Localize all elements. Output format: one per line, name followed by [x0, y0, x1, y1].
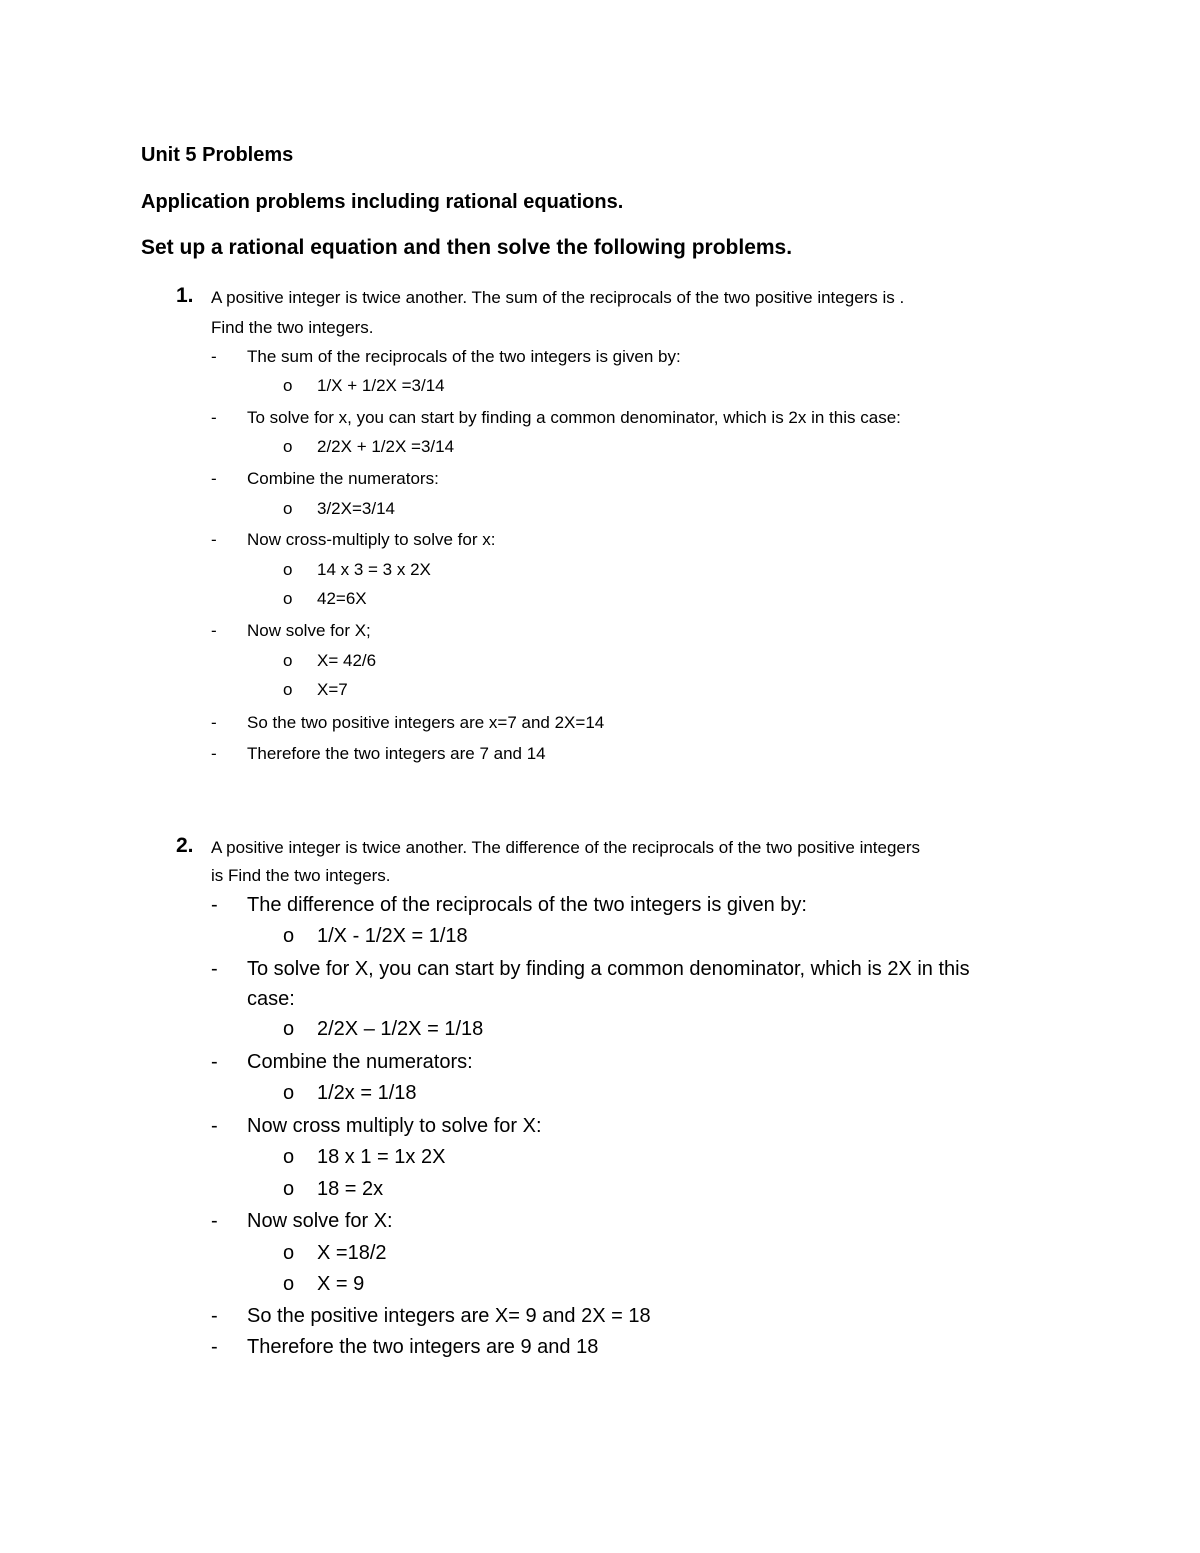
- dash-bullet: -: [211, 1210, 218, 1232]
- equation: 18 x 1 = 1x 2X: [317, 1146, 446, 1168]
- step-text: So the two positive integers are x=7 and 2X=14: [247, 713, 605, 732]
- dash-bullet: -: [211, 469, 217, 488]
- step-text: To solve for x, you can start by finding a common denominator, which is 2x in this case:: [247, 408, 901, 427]
- equation: 18 = 2x: [317, 1178, 384, 1200]
- page-subtitle: Application problems including rational equations.: [141, 191, 624, 213]
- circle-bullet: o: [283, 1018, 295, 1040]
- problem-statement-line1: A positive integer is twice another. The difference of the reciprocals of the two positive integers: [211, 838, 921, 857]
- circle-bullet: o: [283, 925, 295, 947]
- circle-bullet: o: [283, 560, 293, 579]
- step-text: Therefore the two integers are 7 and 14: [247, 744, 546, 763]
- circle-bullet: o: [283, 499, 293, 518]
- step-text: Therefore the two integers are 9 and 18: [247, 1336, 599, 1358]
- step-text: To solve for X, you can start by finding a common denominator, which is 2X in this: [247, 958, 970, 980]
- step-text: Now cross multiply to solve for X:: [247, 1115, 542, 1137]
- step-text: Combine the numerators:: [247, 469, 439, 488]
- dash-bullet: -: [211, 408, 217, 427]
- page-title: Unit 5 Problems: [141, 144, 294, 166]
- step-text: Combine the numerators:: [247, 1051, 473, 1073]
- step-text-continued: case:: [247, 988, 295, 1010]
- problem-statement-line1: A positive integer is twice another. The sum of the reciprocals of the two positive integers is .: [211, 288, 905, 307]
- step-text: The difference of the reciprocals of the two integers is given by:: [247, 894, 807, 916]
- problem-number: 2.: [176, 834, 194, 857]
- dash-bullet: -: [211, 1336, 218, 1358]
- dash-bullet: -: [211, 347, 217, 366]
- problem-statement-line2: Find the two integers.: [211, 318, 374, 337]
- dash-bullet: -: [211, 621, 217, 640]
- dash-bullet: -: [211, 1051, 218, 1073]
- dash-bullet: -: [211, 1305, 218, 1327]
- circle-bullet: o: [283, 1242, 295, 1264]
- dash-bullet: -: [211, 744, 217, 763]
- circle-bullet: o: [283, 376, 293, 395]
- circle-bullet: o: [283, 589, 293, 608]
- circle-bullet: o: [283, 1146, 295, 1168]
- equation: X = 9: [317, 1273, 365, 1295]
- step-text: Now solve for X;: [247, 621, 371, 640]
- dash-bullet: -: [211, 1115, 218, 1137]
- equation: 3/2X=3/14: [317, 499, 395, 518]
- equation: 14 x 3 = 3 x 2X: [317, 560, 431, 579]
- circle-bullet: o: [283, 1273, 295, 1295]
- circle-bullet: o: [283, 680, 293, 699]
- step-text: The sum of the reciprocals of the two integers is given by:: [247, 347, 681, 366]
- dash-bullet: -: [211, 894, 218, 916]
- problem-number: 1.: [176, 284, 194, 307]
- equation: 42=6X: [317, 589, 367, 608]
- circle-bullet: o: [283, 437, 293, 456]
- equation: X =18/2: [317, 1242, 387, 1264]
- equation: 2/2X – 1/2X = 1/18: [317, 1018, 484, 1040]
- circle-bullet: o: [283, 1082, 295, 1104]
- equation: 2/2X + 1/2X =3/14: [317, 437, 455, 456]
- equation: 1/X + 1/2X =3/14: [317, 376, 445, 395]
- step-text: Now cross-multiply to solve for x:: [247, 530, 496, 549]
- circle-bullet: o: [283, 651, 293, 670]
- step-text: Now solve for X:: [247, 1210, 393, 1232]
- dash-bullet: -: [211, 530, 217, 549]
- step-text: So the positive integers are X= 9 and 2X = 18: [247, 1305, 651, 1327]
- equation: X= 42/6: [317, 651, 377, 670]
- circle-bullet: o: [283, 1178, 295, 1200]
- equation: X=7: [317, 680, 348, 699]
- equation: 1/X - 1/2X = 1/18: [317, 925, 468, 947]
- problem-statement-line2: is Find the two integers.: [211, 866, 391, 885]
- equation: 1/2x = 1/18: [317, 1082, 417, 1104]
- instruction-text: Set up a rational equation and then solve the following problems.: [141, 236, 793, 259]
- dash-bullet: -: [211, 713, 217, 732]
- dash-bullet: -: [211, 958, 218, 980]
